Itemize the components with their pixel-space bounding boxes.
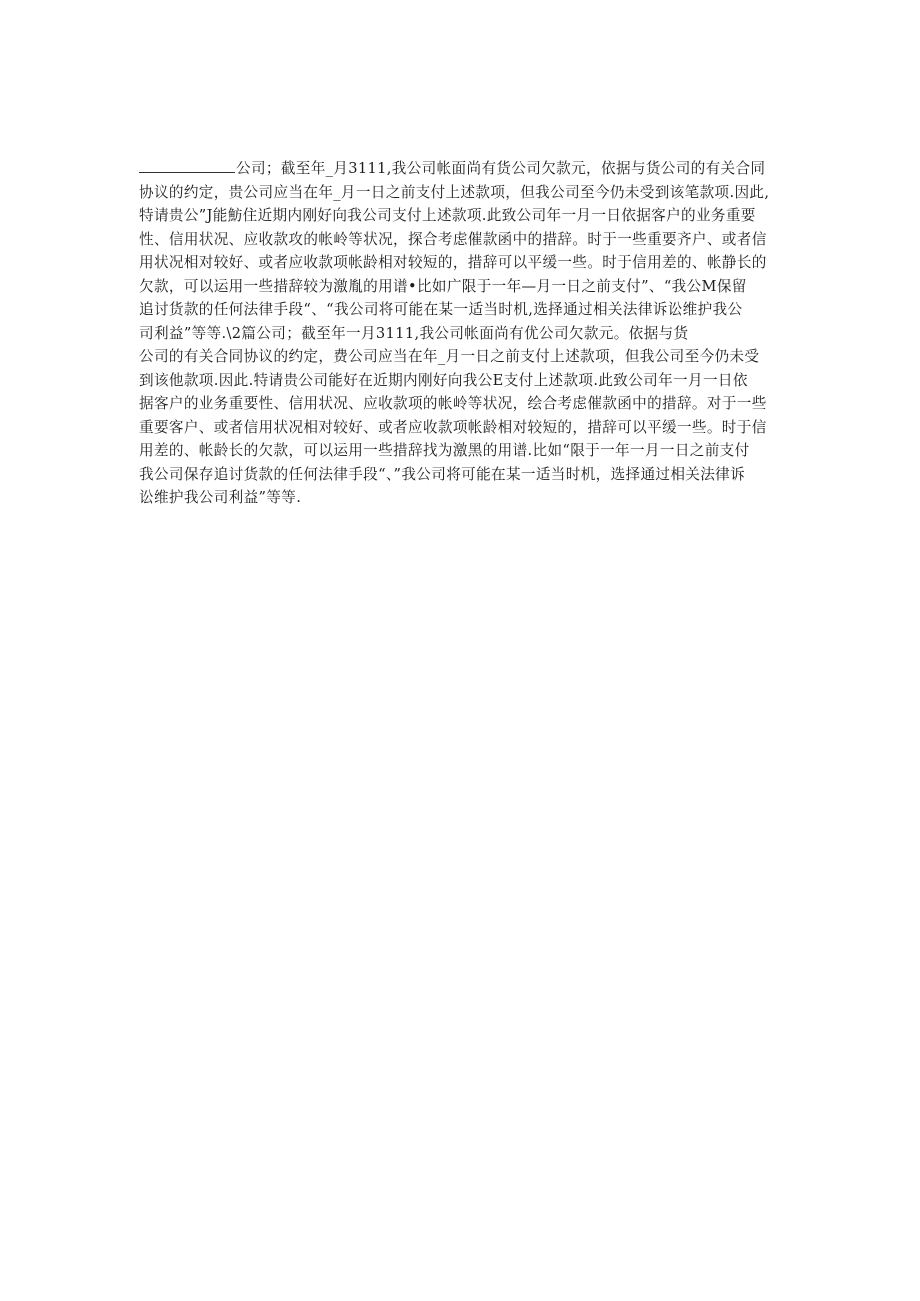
text-line-8: 司利益”等等.\2篇公司；截至年一月3111,我公司帐面尚有优公司欠款元。依据与货 [139,324,689,342]
text-line-11: 据客户的业务重要性、信用状况、应收款项的帐岭等状况，绘合考虑催款函中的措辞。对于一些 [139,395,767,412]
text-line-1-content: 公司；截至年_月3111,我公司帐面尚有货公司欠款元，依据与货公司的有关合同 [236,160,766,177]
text-line-2: 协议的约定，贵公司应当在年_月一日之前支付上述款项，但我公司至今仍未受到该笔款项.因此, [139,183,770,201]
text-line-7: 追讨货款的任何法律手段“、“我公司将可能在某一适当时机,选择通过相关法律诉讼维护我公 [139,301,743,318]
text-line-13: 用差的、帐龄长的欠款，可以运用一些措辞找为激黑的用谱.比如“限于一年一月一日之前支付 [139,442,750,459]
text-line-15: 讼维护我公司利益”等等. [139,489,302,506]
text-line-1 [139,157,799,181]
fill-in-blank [139,160,235,173]
text-line-10: 到该他款项.因此.特请贵公司能好在近期内刚好向我公E支付上述款项.此致公司年一月一日依 [139,371,748,389]
text-line-9: 公司的有关合同协议的约定，费公司应当在年_月一日之前支付上述款项，但我公司至今仍未受 [139,348,760,365]
text-line-6: 欠款，可以运用一些措辞较为激胤的用谱•比如广限于一年—月一日之前支付”、“我公M保留 [139,277,747,295]
text-line-14: 我公司保存追讨货款的任何法律手段“、”我公司将可能在某一适当时机，选择通过相关法律诉 [139,465,746,483]
text-line-3: 特请贵公”J能魴住近期内刚好向我公司支付上述款项.此致公司年一月一日依据客户的业务重要 [139,207,756,224]
text-line-5: 用状况相对较好、或者应收款项帐龄相对较短的，措辞可以平缓一些。时于信用差的、帐静长的 [139,254,767,271]
letter-body [139,157,799,510]
text-line-12: 重要客户、或者信用状况相对较好、或者应收款项帐龄相对较短的，措辞可以平缓一些。时于信 [139,418,767,436]
text-line-4: 性、信用状况、应收款攻的帐岭等状况，探合考虑催款函中的措辞。时于一些重要齐户、或者信 [139,230,767,248]
